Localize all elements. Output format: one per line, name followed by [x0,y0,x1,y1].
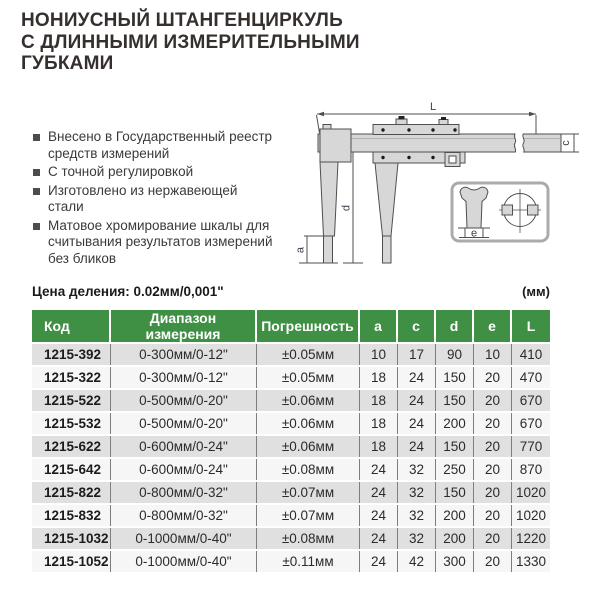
cell-L: 1020 [512,505,550,526]
feature-item [33,218,295,268]
feature-item [33,129,295,162]
cell-a: 18 [360,413,398,434]
cell-range: 0-600мм/0-24" [111,436,257,457]
cell-e: 20 [474,551,512,572]
cell-L: 470 [512,367,550,388]
cell-code: 1215-822 [32,482,111,503]
cell-a: 18 [360,436,398,457]
cell-a: 24 [360,551,398,572]
cell-range: 0-800мм/0-32" [111,505,257,526]
cell-a: 24 [360,505,398,526]
feature-item [33,164,295,181]
cell-code: 1215-1032 [32,528,111,549]
division-value-label: Цена деления: 0.02мм/0,001" [32,284,224,299]
page-title [21,10,360,75]
slider-upper-plate [373,125,459,135]
cell-e: 20 [474,528,512,549]
feature-item [33,183,295,216]
header-cell-c: c [398,310,436,342]
cell-c: 24 [398,367,436,388]
table-row [32,367,550,388]
cell-accuracy: ±0.05мм [257,344,360,365]
cell-accuracy: ±0.07мм [257,482,360,503]
clamp-screw-icon [441,117,446,120]
header-cell-code: Код [32,310,111,342]
cell-code: 1215-1052 [32,551,111,572]
cell-d: 150 [436,436,474,457]
cell-L: 770 [512,436,550,457]
bullet-square-icon [33,223,40,230]
table-row [32,459,550,480]
dimension-arrow-left [317,112,324,116]
cell-accuracy: ±0.06мм [257,413,360,434]
page-title-line-2: С ДЛИННЫМИ ИЗМЕРИТЕЛЬНЫМИ [21,31,360,53]
cell-range: 0-500мм/0-20" [111,413,257,434]
cell-e: 20 [474,390,512,411]
feature-text: С точной регулировкой [48,164,194,179]
cell-range: 0-1000мм/0-40" [111,551,257,572]
cell-L: 1020 [512,482,550,503]
cell-a: 10 [360,344,398,365]
cell-c: 24 [398,413,436,434]
cell-a: 24 [360,459,398,480]
fixed-jaw [320,162,338,236]
cell-a: 24 [360,528,398,549]
bullet-square-icon [33,188,40,195]
cell-e: 20 [474,367,512,388]
cell-accuracy: ±0.05мм [257,367,360,388]
cell-a: 24 [360,482,398,503]
cell-d: 200 [436,528,474,549]
cell-e: 20 [474,436,512,457]
header-cell-L: L [512,310,550,342]
cell-d: 200 [436,505,474,526]
cell-d: 200 [436,413,474,434]
cell-code: 1215-832 [32,505,111,526]
table-row [32,344,550,365]
cell-c: 24 [398,390,436,411]
cell-code: 1215-522 [32,390,111,411]
cell-d: 90 [436,344,474,365]
table-row [32,482,550,503]
cell-code: 1215-392 [32,344,111,365]
cell-range: 0-300мм/0-12" [111,344,257,365]
dimension-label-c: c [560,140,572,146]
cell-d: 150 [436,367,474,388]
cell-L: 670 [512,413,550,434]
cell-a: 18 [360,390,398,411]
cell-c: 32 [398,482,436,503]
feature-text: Матовое хромирование шкалы для считывания результатов измерений без бликов [48,217,273,266]
cell-accuracy: ±0.06мм [257,436,360,457]
cell-L: 670 [512,390,550,411]
table-row [32,528,550,549]
cell-c: 24 [398,436,436,457]
cell-d: 300 [436,551,474,572]
table-row [32,413,550,434]
cell-accuracy: ±0.11мм [257,551,360,572]
cell-range: 0-1000мм/0-40" [111,528,257,549]
feature-list [33,129,295,269]
caliper-beam [318,134,561,152]
fixed-head [320,129,351,162]
cell-c: 32 [398,459,436,480]
table-header-row [32,310,550,342]
division-row [32,284,550,299]
cell-range: 0-800мм/0-32" [111,482,257,503]
dimension-label-a: a [294,246,307,254]
cell-accuracy: ±0.08мм [257,459,360,480]
clamp-screw-icon [399,116,405,120]
cell-L: 410 [512,344,550,365]
cell-accuracy: ±0.06мм [257,390,360,411]
cell-e: 20 [474,459,512,480]
feature-text: Внесено в Государственный реестр средств измерений [48,129,273,161]
cell-e: 20 [474,505,512,526]
cell-c: 42 [398,551,436,572]
page-title-line-3: ГУБКАМИ [21,53,114,74]
header-cell-range: Диапазон измерения [111,310,257,342]
cell-L: 870 [512,459,550,480]
header-cell-d: d [436,310,474,342]
cell-L: 1330 [512,551,550,572]
bullet-square-icon [33,134,40,141]
cell-c: 17 [398,344,436,365]
cell-e: 20 [474,413,512,434]
dimension-label-d: d [340,204,353,212]
movable-jaw [375,163,398,236]
cell-e: 20 [474,482,512,503]
cell-L: 1220 [512,528,550,549]
cell-code: 1215-642 [32,459,111,480]
header-cell-e: e [474,310,512,342]
header-cell-accuracy: Погрешность [257,310,360,342]
cell-code: 1215-532 [32,413,111,434]
cell-c: 32 [398,528,436,549]
cell-d: 250 [436,459,474,480]
cell-e: 10 [474,344,512,365]
cell-c: 32 [398,505,436,526]
cell-accuracy: ±0.07мм [257,505,360,526]
dimension-label-e: e [470,227,478,240]
dimension-label-L: L [429,101,437,113]
cell-d: 150 [436,482,474,503]
caliper-technical-drawing [293,86,593,281]
units-label: (мм) [522,284,550,299]
cell-range: 0-600мм/0-24" [111,459,257,480]
cell-d: 150 [436,390,474,411]
page-title-line-1: НОНИУСНЫЙ ШТАНГЕНЦИРКУЛЬ [21,10,343,31]
spec-table [32,308,550,574]
table-row [32,390,550,411]
cell-a: 18 [360,367,398,388]
table-row [32,505,550,526]
bullet-square-icon [33,169,40,176]
table-row [32,551,550,572]
dimension-arrow-right [529,112,536,116]
cell-range: 0-300мм/0-12" [111,367,257,388]
cell-code: 1215-322 [32,367,111,388]
feature-text: Изготовлено из нержавеющей стали [48,182,238,214]
cell-range: 0-500мм/0-20" [111,390,257,411]
cell-accuracy: ±0.08мм [257,528,360,549]
table-row [32,436,550,457]
header-cell-a: a [360,310,398,342]
cell-code: 1215-622 [32,436,111,457]
